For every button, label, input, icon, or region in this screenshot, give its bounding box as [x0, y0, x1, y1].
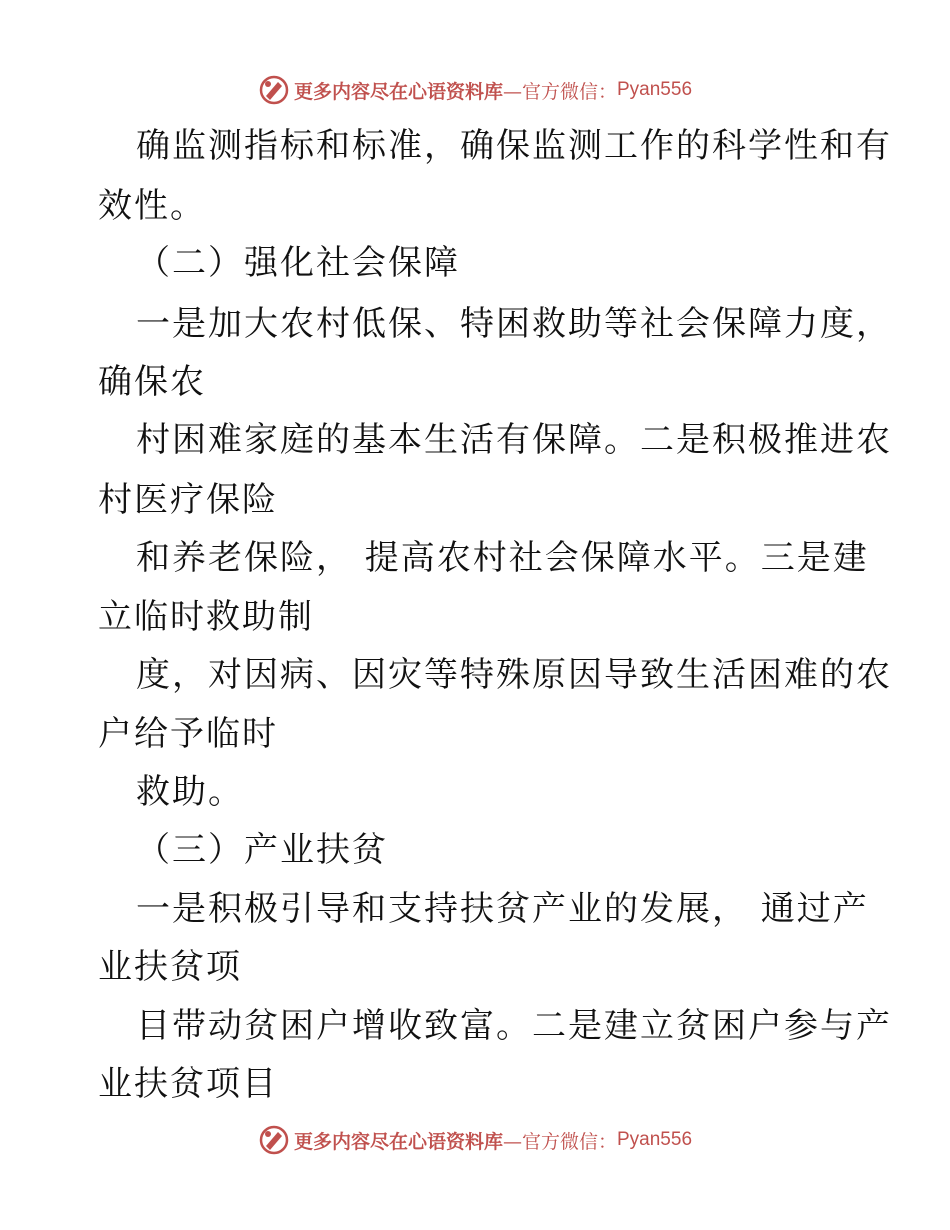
paragraph-line: 确监测指标和标准，确保监测工作的科学性和有	[136, 126, 892, 166]
paragraph-line: 立临时救助制	[98, 597, 314, 637]
paragraph-line: 确保农	[98, 362, 206, 402]
watermark-middle-text: —官方微信：	[502, 80, 617, 103]
watermark-header	[0, 70, 950, 110]
paragraph-line: 度，对因病、因灾等特殊原因导致生活困难的农	[136, 655, 892, 695]
paragraph-line: 目带动贫困户增收致富。二是建立贫困户参与产	[136, 1006, 892, 1046]
watermark-right-text: Pyan556	[617, 79, 693, 100]
watermark-middle-text: —官方微信：	[502, 1130, 617, 1153]
watermark-left-text: 更多内容尽在心语资料库	[293, 80, 503, 103]
brand-logo-icon	[258, 74, 290, 106]
paragraph-line: 户给予临时	[98, 714, 278, 754]
paragraph-line: 村困难家庭的基本生活有保障。二是积极推进农	[136, 420, 892, 460]
paragraph-line: 村医疗保险	[98, 480, 278, 520]
watermark-left-text: 更多内容尽在心语资料库	[293, 1130, 503, 1153]
paragraph-line: 一是加大农村低保、特困救助等社会保障力度，	[136, 304, 892, 344]
paragraph-line: 和养老保险， 提高农村社会保障水平。三是建	[136, 538, 869, 578]
paragraph-line: 业扶贫项目	[98, 1064, 278, 1104]
watermark-right-text: Pyan556	[617, 1129, 693, 1150]
section-heading: （二）强化社会保障	[136, 243, 460, 283]
watermark-footer	[0, 1120, 950, 1160]
brand-logo-icon	[258, 1124, 290, 1156]
paragraph-line: 效性。	[98, 186, 206, 226]
paragraph-line: 业扶贫项	[98, 947, 242, 987]
section-heading: （三）产业扶贫	[136, 830, 388, 870]
paragraph-line: 救助。	[136, 772, 244, 812]
paragraph-line: 一是积极引导和支持扶贫产业的发展， 通过产	[136, 889, 869, 929]
